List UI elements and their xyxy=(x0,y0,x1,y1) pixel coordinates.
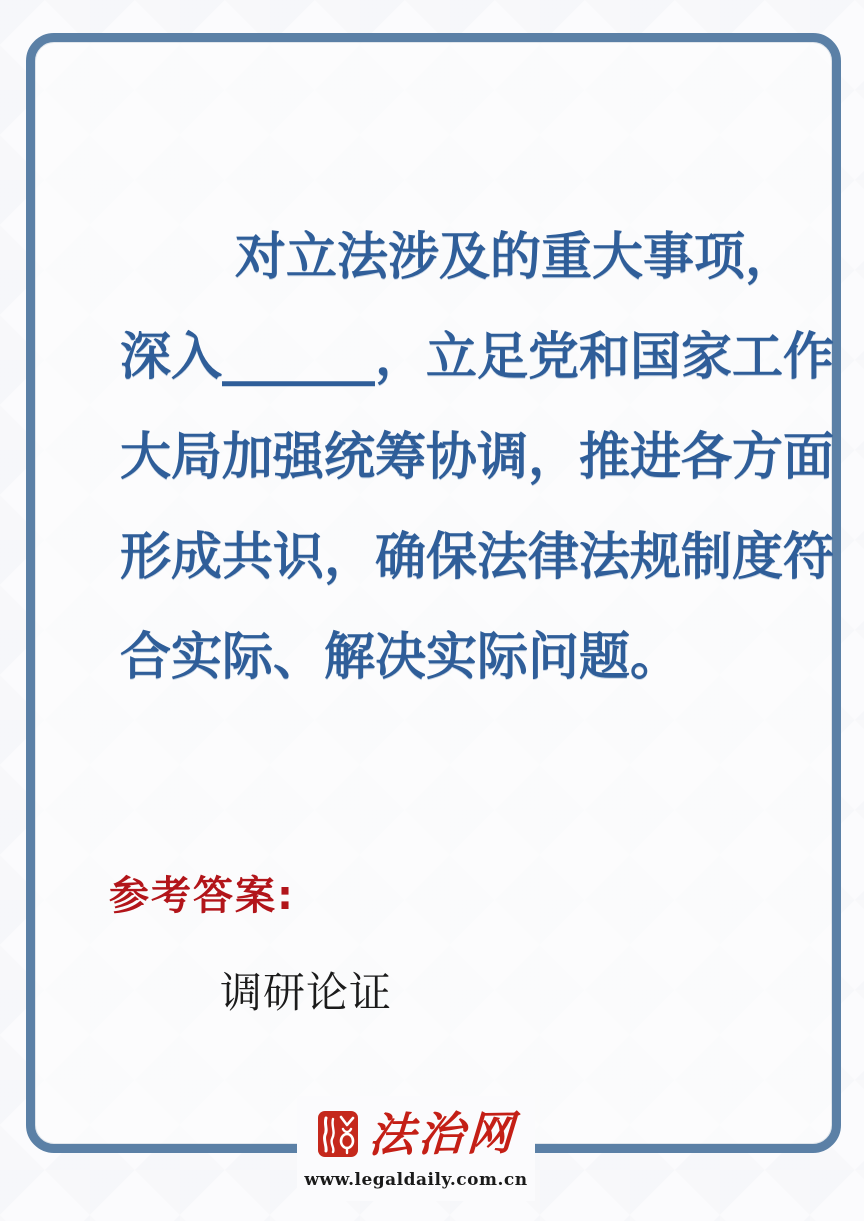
legal-daily-seal-icon xyxy=(317,1109,359,1159)
site-url: www.legaldaily.com.cn xyxy=(304,1170,528,1190)
question-line: 合实际、解决实际问题。 xyxy=(120,628,682,687)
question-text xyxy=(120,208,835,708)
logo-row xyxy=(297,1096,535,1172)
question-line: 形成共识，确保法律法规制度符 xyxy=(120,528,835,587)
question-line: 深入______，立足党和国家工作 xyxy=(120,328,835,387)
answer-text: 调研论证 xyxy=(220,968,393,1017)
footer-logo xyxy=(297,1096,535,1201)
site-name: 法治网 xyxy=(367,1105,517,1163)
answer-label: 参考答案: xyxy=(109,873,295,919)
question-card xyxy=(26,33,841,1153)
question-line: 对立法涉及的重大事项， xyxy=(235,228,797,287)
question-line: 大局加强统筹协调，推进各方面 xyxy=(120,428,835,487)
